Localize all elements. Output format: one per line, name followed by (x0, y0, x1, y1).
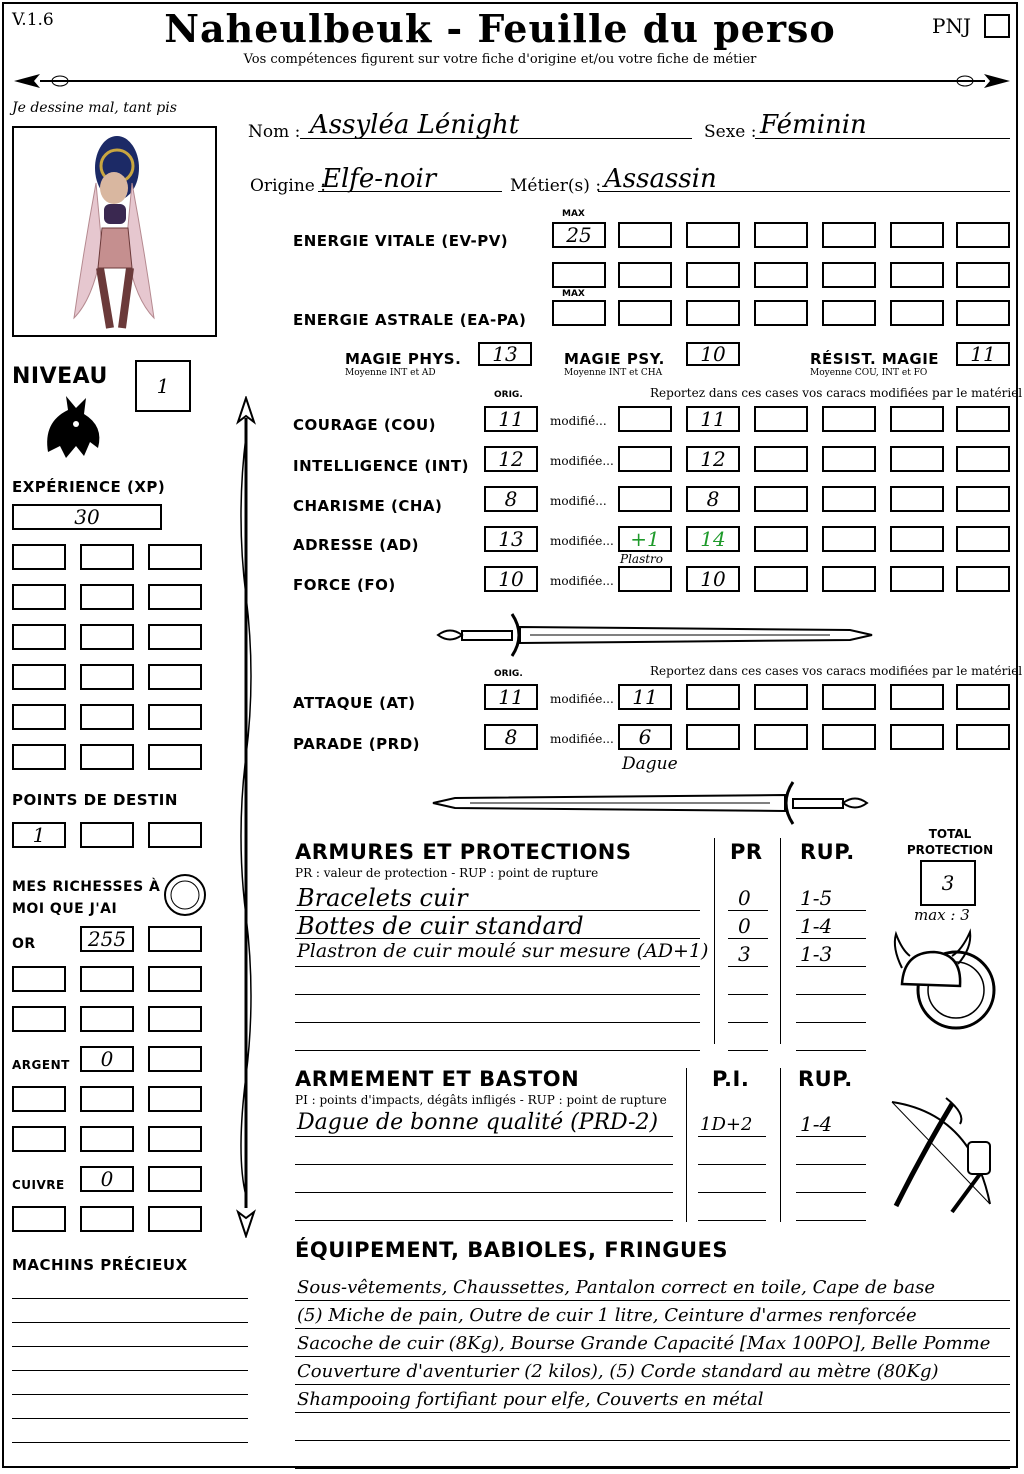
vertical-spear-icon (232, 396, 260, 1238)
combat-extra[interactable] (822, 724, 876, 750)
stat-final[interactable] (686, 566, 740, 592)
ev-cell[interactable] (618, 222, 672, 248)
combat-orig[interactable] (484, 684, 538, 710)
stat-final-value: 10 (700, 567, 726, 591)
niveau-box[interactable] (135, 360, 191, 412)
money-cell[interactable] (148, 1046, 202, 1072)
magie-phys-box[interactable] (478, 342, 532, 366)
stat-extra[interactable] (822, 406, 876, 432)
stat-orig[interactable] (484, 566, 538, 592)
weapons-divider (780, 1068, 781, 1222)
combat-label: PARADE (PRD) (293, 735, 421, 753)
combat-mod-value: 11 (632, 685, 658, 709)
stat-mod[interactable] (618, 486, 672, 512)
weapons-sub: PI : points d'impacts, dégâts infligés - RUP : point de rupture (295, 1093, 667, 1107)
armor-rup-line (796, 994, 866, 995)
combat-label: ATTAQUE (AT) (293, 694, 416, 712)
total-protection-label: TOTAL PROTECTION (906, 827, 994, 857)
weapon-rup-line (796, 1164, 866, 1165)
stat-mod[interactable] (618, 526, 672, 552)
equipment-title: ÉQUIPEMENT, BABIOLES, FRINGUES (295, 1238, 728, 1262)
metier-underline (598, 191, 1010, 192)
xp-cell[interactable] (148, 704, 202, 730)
ea-cell[interactable] (754, 300, 808, 326)
stat-final-value: 12 (700, 447, 726, 471)
stat-orig[interactable] (484, 526, 538, 552)
armor-item-pr[interactable]: 0 (738, 886, 751, 910)
xp-cell[interactable] (80, 744, 134, 770)
niveau-label: NIVEAU (12, 364, 108, 389)
weapon-line (295, 1192, 673, 1193)
xp-cell[interactable] (12, 664, 66, 690)
weapon-pi-line (698, 1192, 766, 1193)
stat-mod[interactable] (618, 566, 672, 592)
argent-label: ARGENT (12, 1058, 70, 1072)
combat-extra[interactable] (822, 684, 876, 710)
stat-extra[interactable] (890, 486, 944, 512)
destin-label: POINTS DE DESTIN (12, 791, 178, 809)
money-cell[interactable] (12, 1206, 66, 1232)
ev-cell[interactable] (686, 222, 740, 248)
equipment-line (295, 1384, 1010, 1385)
portrait-caption: Je dessine mal, tant pis (12, 100, 177, 116)
stats-orig-label: ORIG. (494, 390, 523, 400)
resist-magie-label: RÉSIST. MAGIE (810, 350, 940, 368)
stat-extra[interactable] (822, 566, 876, 592)
ea-cell[interactable] (822, 300, 876, 326)
equipment-line (295, 1412, 1010, 1413)
metier-label: Métier(s) : (510, 176, 602, 196)
machins-line[interactable] (12, 1322, 248, 1323)
combat-mod-label: modifiée... (550, 692, 614, 706)
combat-report-note: Reportez dans ces cases vos caracs modifiées par le matériel (650, 664, 1023, 678)
ev-label: ENERGIE VITALE (EV-PV) (293, 232, 509, 250)
money-cell[interactable] (80, 1006, 134, 1032)
machins-line[interactable] (12, 1466, 248, 1467)
origine-label: Origine : (250, 176, 326, 196)
ev-cell[interactable] (956, 262, 1010, 288)
stat-extra[interactable] (754, 406, 808, 432)
stat-extra[interactable] (890, 406, 944, 432)
equipment-line (295, 1300, 1010, 1301)
pnj-label: PNJ (932, 14, 971, 38)
sword-icon (430, 780, 875, 826)
cuivre-label: CUIVRE (12, 1178, 65, 1192)
machins-line[interactable] (12, 1418, 248, 1419)
coin-icon (162, 872, 208, 918)
armor-pr-line (728, 910, 768, 911)
equipment-item[interactable]: (5) Miche de pain, Outre de cuir 1 litre, Ceinture d'armes renforcée (297, 1305, 917, 1326)
ev-cell[interactable] (552, 262, 606, 288)
stat-extra[interactable] (754, 446, 808, 472)
weapon-item-name[interactable]: Dague de bonne qualité (PRD-2) (297, 1110, 659, 1135)
crossed-weapons-icon (882, 1094, 1008, 1218)
xp-cell[interactable] (148, 544, 202, 570)
total-protection-box[interactable] (920, 860, 976, 906)
combat-note: Dague (622, 754, 678, 774)
pnj-checkbox[interactable] (984, 14, 1010, 38)
origine-value[interactable]: Elfe-noir (322, 164, 437, 194)
armor-line (295, 994, 700, 995)
armor-rup-line (796, 966, 866, 967)
stat-final-value: 11 (700, 407, 726, 431)
combat-extra[interactable] (754, 724, 808, 750)
magie-phys-sub: Moyenne INT et AD (345, 368, 436, 378)
sexe-underline (755, 138, 1010, 139)
weapons-rup-header: RUP. (798, 1067, 853, 1091)
armor-item-rup[interactable]: 1-3 (800, 942, 833, 966)
armor-divider (780, 838, 781, 1044)
magie-psy-value: 10 (700, 342, 726, 366)
stat-extra[interactable] (956, 406, 1010, 432)
stat-mod-label: modifié... (550, 494, 607, 508)
stat-orig[interactable] (484, 406, 538, 432)
nom-value[interactable]: Assyléa Lénight (310, 110, 520, 140)
xp-cell[interactable] (12, 624, 66, 650)
origine-underline (318, 191, 502, 192)
stat-orig[interactable] (484, 446, 538, 472)
dragon-icon (38, 392, 108, 464)
stat-mod-label: modifiée... (550, 454, 614, 468)
money-cell[interactable] (80, 1046, 134, 1072)
armor-pr-line (728, 966, 768, 967)
combat-mod[interactable] (618, 684, 672, 710)
weapons-divider (686, 1068, 687, 1222)
armor-item-name[interactable]: Bracelets cuir (297, 884, 468, 912)
armor-item-rup[interactable]: 1-4 (800, 914, 833, 938)
xp-cell[interactable] (148, 624, 202, 650)
money-cell[interactable] (148, 1126, 202, 1152)
stat-label: CHARISME (CHA) (293, 497, 443, 515)
xp-box[interactable] (12, 504, 162, 530)
portrait-frame (12, 126, 217, 337)
money-cell[interactable] (12, 1086, 66, 1112)
ea-cell[interactable] (552, 300, 606, 326)
armor-rup-header: RUP. (800, 840, 855, 864)
combat-extra[interactable] (956, 724, 1010, 750)
ev-cell[interactable] (552, 222, 606, 248)
armor-pr-line (728, 938, 768, 939)
money-cell[interactable] (148, 1166, 202, 1192)
xp-label: EXPÉRIENCE (XP) (12, 478, 166, 496)
total-protection-value: 3 (941, 871, 955, 895)
armor-sub: PR : valeur de protection - RUP : point de rupture (295, 866, 599, 880)
combat-extra[interactable] (686, 684, 740, 710)
magie-psy-box[interactable] (686, 342, 740, 366)
machins-label: MACHINS PRÉCIEUX (12, 1256, 188, 1274)
xp-cell[interactable] (80, 544, 134, 570)
weapon-pi-line (698, 1164, 766, 1165)
equipment-line (295, 1328, 1010, 1329)
stat-extra[interactable] (754, 486, 808, 512)
stat-mod-value (620, 488, 670, 510)
stat-extra[interactable] (822, 486, 876, 512)
stat-orig[interactable] (484, 486, 538, 512)
money-cell[interactable] (80, 1206, 134, 1232)
xp-cell[interactable] (80, 664, 134, 690)
metier-value[interactable]: Assassin (604, 164, 717, 194)
armor-pr-line (728, 1050, 768, 1051)
ea-cell[interactable] (618, 300, 672, 326)
stat-mod[interactable] (618, 406, 672, 432)
magie-psy-label: MAGIE PSY. (564, 350, 665, 368)
combat-orig-value: 11 (498, 685, 524, 709)
armor-rup-line (796, 938, 866, 939)
armor-item-name[interactable]: Bottes de cuir standard (297, 912, 584, 940)
armor-line (295, 1050, 700, 1051)
ev-cell[interactable] (822, 262, 876, 288)
xp-cell[interactable] (148, 664, 202, 690)
xp-cell[interactable] (148, 584, 202, 610)
stat-final[interactable] (686, 486, 740, 512)
xp-cell[interactable] (80, 704, 134, 730)
ev-cell-value: 25 (566, 223, 592, 247)
page-subtitle: Vos compétences figurent sur votre fiche d'origine et/ou votre fiche de métier (243, 52, 757, 67)
weapon-item-rup[interactable]: 1-4 (800, 1112, 833, 1136)
weapon-line (295, 1136, 673, 1137)
stat-extra[interactable] (890, 566, 944, 592)
ev-cell[interactable] (754, 222, 808, 248)
xp-cell[interactable] (12, 544, 66, 570)
armor-title: ARMURES ET PROTECTIONS (295, 840, 632, 864)
magie-psy-sub: Moyenne INT et CHA (564, 368, 663, 378)
resist-magie-sub: Moyenne COU, INT et FO (810, 368, 928, 378)
machins-line[interactable] (12, 1370, 248, 1371)
ea-max-label: MAX (562, 289, 585, 299)
armor-item-pr[interactable]: 3 (738, 942, 751, 966)
nom-underline (300, 138, 692, 139)
weapon-pi-line (698, 1136, 766, 1137)
ea-cell-value (554, 302, 604, 324)
armor-pr-line (728, 1022, 768, 1023)
or-label: OR (12, 936, 36, 952)
money-cell[interactable] (80, 1166, 134, 1192)
ev-cell[interactable] (618, 262, 672, 288)
resist-magie-box[interactable] (956, 342, 1010, 366)
stat-extra[interactable] (956, 446, 1010, 472)
money-cell-value: 255 (87, 927, 127, 951)
destin-cell[interactable] (80, 822, 134, 848)
money-cell-value: 0 (100, 1167, 114, 1191)
weapon-line (295, 1164, 673, 1165)
armor-item-pr[interactable]: 0 (738, 914, 751, 938)
equipment-line (295, 1468, 1010, 1469)
max-protection-note: max : 3 (914, 906, 970, 924)
nom-label: Nom : (248, 122, 301, 142)
xp-cell[interactable] (80, 584, 134, 610)
combat-orig-value: 8 (504, 725, 518, 749)
stat-label: COURAGE (COU) (293, 416, 437, 434)
combat-orig[interactable] (484, 724, 538, 750)
weapons-title: ARMEMENT ET BASTON (295, 1067, 580, 1091)
stat-extra[interactable] (754, 566, 808, 592)
stat-orig-value: 11 (498, 407, 524, 431)
armor-divider (714, 838, 715, 1044)
xp-cell[interactable] (80, 624, 134, 650)
equipment-line (295, 1356, 1010, 1357)
armor-item-name[interactable]: Plastron de cuir moulé sur mesure (AD+1) (297, 940, 709, 962)
combat-mod-value: 6 (638, 725, 652, 749)
equipment-item[interactable]: Couverture d'aventurier (2 kilos), (5) Corde standard au mètre (80Kg) (297, 1361, 939, 1382)
xp-value: 30 (74, 505, 100, 529)
equipment-item[interactable]: Shampooing fortifiant pour elfe, Couverts en métal (297, 1389, 764, 1410)
money-cell[interactable] (80, 1126, 134, 1152)
combat-mod[interactable] (618, 724, 672, 750)
money-cell[interactable] (80, 966, 134, 992)
stat-mod-value: +1 (630, 527, 660, 551)
stat-mod-label: modifiée... (550, 574, 614, 588)
money-cell[interactable] (80, 1086, 134, 1112)
stat-extra[interactable] (822, 446, 876, 472)
stat-mod-value (620, 448, 670, 470)
money-cell[interactable] (148, 926, 202, 952)
ev-cell[interactable] (822, 222, 876, 248)
stat-mod-label: modifiée... (550, 534, 614, 548)
money-cell[interactable] (12, 966, 66, 992)
xp-cell[interactable] (12, 704, 66, 730)
ev-cell[interactable] (890, 222, 944, 248)
stat-extra[interactable] (890, 446, 944, 472)
resist-magie-value: 11 (970, 342, 996, 366)
weapon-rup-line (796, 1136, 866, 1137)
money-cell-value: 0 (100, 1047, 114, 1071)
machins-line[interactable] (12, 1298, 248, 1299)
machins-line[interactable] (12, 1346, 248, 1347)
portrait-image-icon (14, 128, 215, 335)
money-cell[interactable] (12, 1126, 66, 1152)
stat-orig-value: 12 (498, 447, 524, 471)
weapon-item-pi[interactable]: 1D+2 (700, 1114, 753, 1135)
destin-cell[interactable] (148, 822, 202, 848)
weapon-rup-line (796, 1192, 866, 1193)
stat-extra[interactable] (754, 526, 808, 552)
xp-cell[interactable] (12, 584, 66, 610)
stat-orig-value: 8 (504, 487, 518, 511)
machins-line[interactable] (12, 1442, 248, 1443)
stat-mod-note: Plastro (620, 552, 664, 566)
richesses-label: MES RICHESSES À MOI QUE J'AI (12, 879, 161, 917)
xp-cell[interactable] (12, 744, 66, 770)
equipment-item[interactable]: Sous-vêtements, Chaussettes, Pantalon correct en toile, Cape de base (297, 1277, 936, 1298)
ea-cell[interactable] (686, 300, 740, 326)
stat-extra[interactable] (956, 526, 1010, 552)
weapon-line (295, 1220, 673, 1221)
stat-final[interactable] (686, 526, 740, 552)
armor-line (295, 966, 700, 967)
ea-cell[interactable] (956, 300, 1010, 326)
weapons-pi-header: P.I. (712, 1067, 750, 1091)
combat-orig-label: ORIG. (494, 669, 523, 679)
stat-orig-value: 10 (498, 567, 524, 591)
niveau-value: 1 (156, 374, 170, 398)
xp-cell[interactable] (148, 744, 202, 770)
combat-extra[interactable] (890, 684, 944, 710)
stat-orig-value: 13 (498, 527, 524, 551)
machins-line[interactable] (12, 1394, 248, 1395)
money-cell[interactable] (12, 1006, 66, 1032)
armor-rup-line (796, 910, 866, 911)
stat-final-value: 14 (700, 527, 726, 551)
helmet-shield-icon (888, 928, 1000, 1038)
stat-extra[interactable] (956, 486, 1010, 512)
destin-cell-value: 1 (32, 823, 46, 847)
magie-phys-label: MAGIE PHYS. (345, 350, 462, 368)
spear-divider-icon (10, 68, 1014, 94)
combat-extra[interactable] (890, 724, 944, 750)
ea-cell[interactable] (890, 300, 944, 326)
armor-item-rup[interactable]: 1-5 (800, 886, 833, 910)
stat-final[interactable] (686, 406, 740, 432)
armor-rup-line (796, 1050, 866, 1051)
armor-rup-line (796, 1022, 866, 1023)
stat-mod-value (620, 408, 670, 430)
armor-pr-line (728, 994, 768, 995)
money-cell[interactable] (80, 926, 134, 952)
money-cell[interactable] (148, 1006, 202, 1032)
combat-extra[interactable] (754, 684, 808, 710)
stat-final[interactable] (686, 446, 740, 472)
ev-cell[interactable] (686, 262, 740, 288)
combat-mod-label: modifiée... (550, 732, 614, 746)
weapon-rup-line (796, 1220, 866, 1221)
stat-mod[interactable] (618, 446, 672, 472)
sword-icon (430, 612, 875, 658)
stat-extra[interactable] (956, 566, 1010, 592)
combat-extra[interactable] (686, 724, 740, 750)
money-cell[interactable] (148, 966, 202, 992)
money-cell[interactable] (148, 1086, 202, 1112)
ev-max-label: MAX (562, 209, 585, 219)
magie-phys-value: 13 (492, 342, 518, 366)
stat-label: INTELLIGENCE (INT) (293, 457, 469, 475)
ea-label: ENERGIE ASTRALE (EA-PA) (293, 311, 527, 329)
stat-mod-value (620, 568, 670, 590)
page-title: Naheulbeuk - Feuille du perso (164, 6, 836, 51)
stat-extra[interactable] (822, 526, 876, 552)
weapon-pi-line (698, 1220, 766, 1221)
version-label: V.1.6 (12, 10, 54, 30)
armor-line (295, 1022, 700, 1023)
stat-label: ADRESSE (AD) (293, 536, 420, 554)
sexe-value[interactable]: Féminin (760, 110, 867, 140)
equipment-item[interactable]: Sacoche de cuir (8Kg), Bourse Grande Capacité [Max 100PO], Belle Pomme (297, 1333, 991, 1354)
sexe-label: Sexe : (704, 122, 757, 142)
stat-final-value: 8 (706, 487, 720, 511)
money-cell[interactable] (148, 1206, 202, 1232)
stat-mod-label: modifié... (550, 414, 607, 428)
armor-pr-header: PR (730, 840, 763, 864)
stats-report-note: Reportez dans ces cases vos caracs modifiées par le matériel (650, 386, 1023, 400)
combat-extra[interactable] (956, 684, 1010, 710)
ev-cell[interactable] (956, 222, 1010, 248)
ev-cell[interactable] (890, 262, 944, 288)
destin-cell[interactable] (12, 822, 66, 848)
stat-extra[interactable] (890, 526, 944, 552)
stat-label: FORCE (FO) (293, 576, 396, 594)
ev-cell[interactable] (754, 262, 808, 288)
equipment-line (295, 1440, 1010, 1441)
